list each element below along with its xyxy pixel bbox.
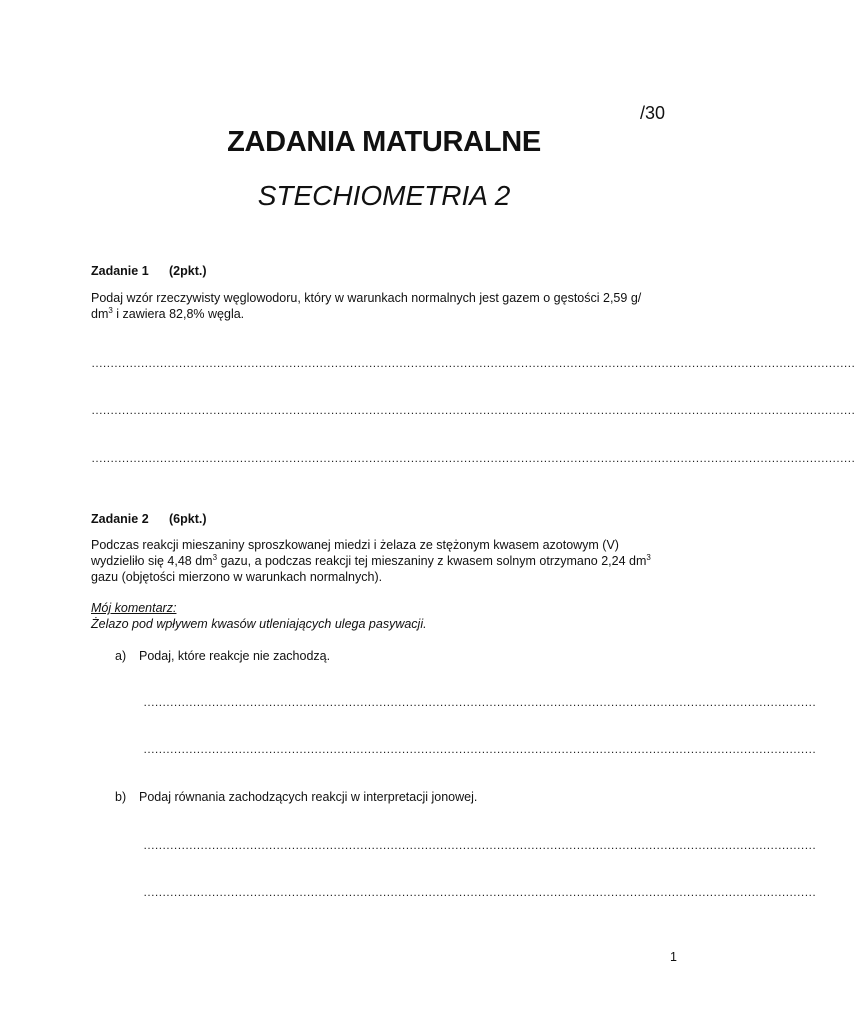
- superscript: 3: [212, 552, 218, 562]
- page-subtitle: STECHIOMETRIA 2: [257, 180, 511, 211]
- task-1-heading: [91, 264, 207, 278]
- task-2-text-line2b: gazu, a podczas reakcji tej mieszaniny z kwasem solnym otrzymano 2,24 dm: [217, 554, 647, 568]
- task-2-text: [91, 537, 677, 585]
- task-2-label: Zadanie 2: [91, 512, 149, 526]
- answer-line[interactable]: ……………………………………………………………………………………………………………………………………………………………: [143, 885, 816, 899]
- superscript: 3: [646, 552, 651, 562]
- subtask-b: [115, 790, 477, 804]
- page-number: 1: [670, 950, 677, 964]
- comment-text: Żelazo pod wpływem kwasów utleniających ulega pasywacji.: [91, 617, 427, 631]
- subtask-b-text: Podaj równania zachodzących reakcji w interpretacji jonowej.: [139, 790, 478, 804]
- task-1-label: Zadanie 1: [91, 264, 149, 278]
- task-2-text-line2a: wydzieliło się 4,48 dm: [91, 554, 213, 568]
- subtask-b-letter: b): [115, 790, 127, 804]
- subtask-a-letter: a): [115, 649, 127, 663]
- score-total: /30: [640, 103, 666, 123]
- comment-label: Mój komentarz:: [91, 601, 177, 615]
- task-1-text: [91, 290, 677, 322]
- answer-line[interactable]: …………………………………………………………………………………………………………………………………………………………………………………: [91, 356, 855, 370]
- subtask-a: [115, 649, 330, 663]
- superscript: 3: [108, 305, 113, 315]
- task-2-text-line3: gazu (objętości mierzono w warunkach normalnych).: [91, 570, 383, 584]
- answer-line[interactable]: ……………………………………………………………………………………………………………………………………………………………: [143, 695, 816, 709]
- answer-line[interactable]: …………………………………………………………………………………………………………………………………………………………………………………: [91, 451, 855, 465]
- answer-line[interactable]: ……………………………………………………………………………………………………………………………………………………………: [143, 838, 816, 852]
- author-comment: [91, 600, 427, 632]
- task-1-text-line1: Podaj wzór rzeczywisty węglowodoru, który w warunkach normalnych jest gazem o gęstości 2,59 g/: [91, 291, 642, 305]
- task-1-points: (2pkt.): [169, 264, 207, 278]
- page-title: ZADANIA MATURALNE: [227, 126, 541, 158]
- task-2-points: (6pkt.): [169, 512, 207, 526]
- task-2-text-line1: Podczas reakcji mieszaniny sproszkowanej miedzi i żelaza ze stężonym kwasem azotowym (V): [91, 538, 619, 552]
- task-2-heading: [91, 512, 207, 526]
- answer-line[interactable]: ……………………………………………………………………………………………………………………………………………………………: [143, 742, 816, 756]
- subtask-a-text: Podaj, które reakcje nie zachodzą.: [139, 649, 331, 663]
- task-1-text-line2: i zawiera 82,8% węgla.: [112, 307, 245, 321]
- task-1-unit: dm: [91, 307, 109, 321]
- answer-line[interactable]: …………………………………………………………………………………………………………………………………………………………………………………: [91, 403, 855, 417]
